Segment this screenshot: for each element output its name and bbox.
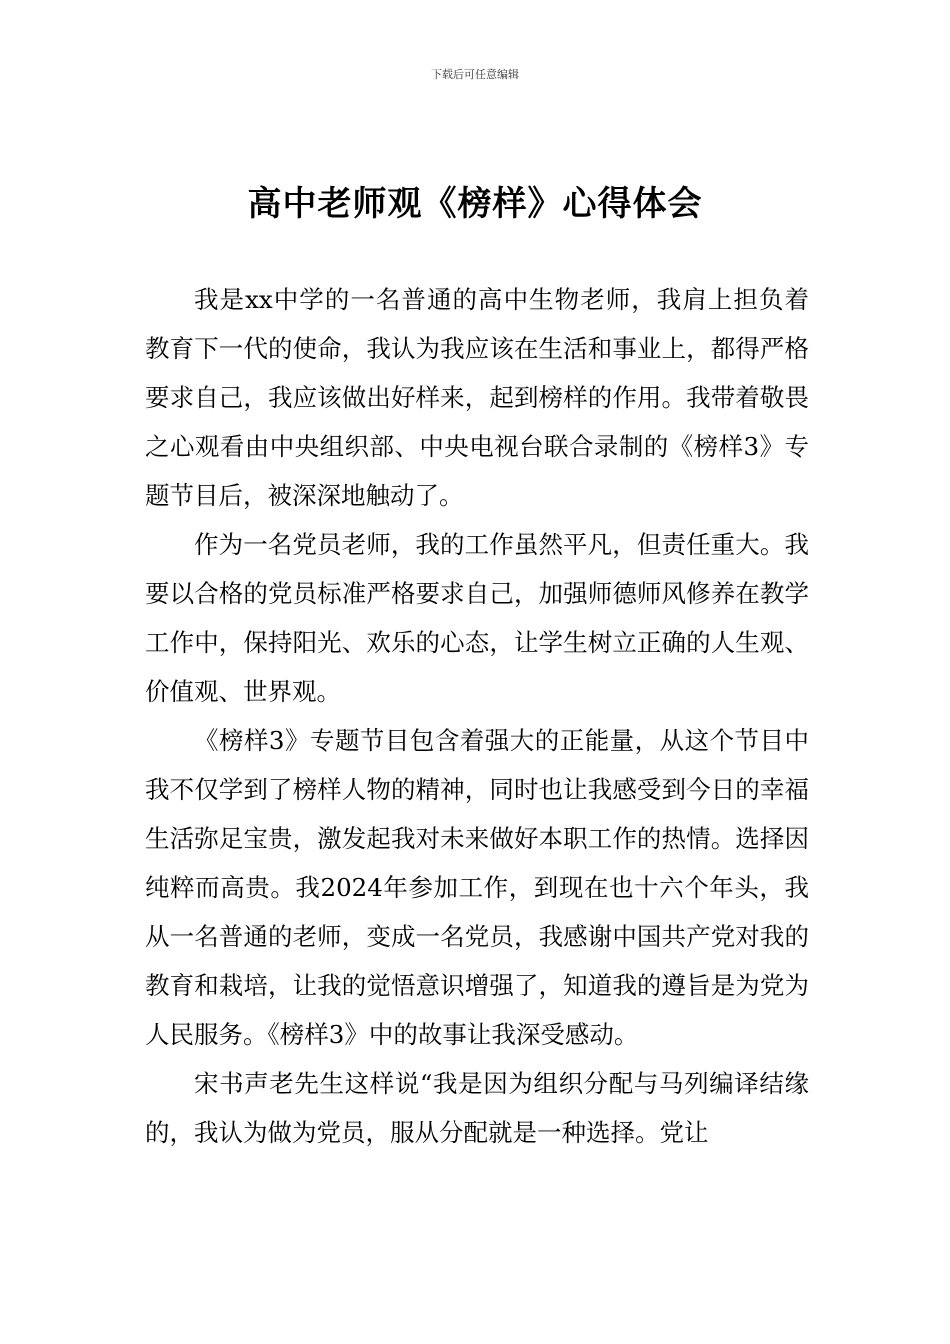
document-body — [145, 275, 809, 1157]
paragraph-3: 《榜样3》专题节目包含着强大的正能量，从这个节目中我不仅学到了榜样人物的精神，同时也让我感受到今日的幸福生活弥足宝贵，激发起我对未来做好本职工作的热情。选择因纯粹而高贵。我2024年参加工作，到现在也十六个年头，我从一名普通的老师，变成一名党员，我感谢中国共产党对我的教育和栽培，让我的觉悟意识增强了，知道我的遵旨是为党为人民服务。《榜样3》中的故事让我深受感动。 — [145, 726, 809, 1049]
paragraph-1: 我是xx中学的一名普通的高中生物老师，我肩上担负着教育下一代的使命，我认为我应该在生活和事业上，都得严格要求自己，我应该做出好样来，起到榜样的作用。我带着敬畏之心观看由中央组织部、中央电视台联合录制的《榜样3》专题节目后，被深深地触动了。 — [145, 285, 809, 510]
paragraph-2: 作为一名党员老师，我的工作虽然平凡，但责任重大。我要以合格的党员标准严格要求自己，加强师德师风修养在教学工作中，保持阳光、欢乐的心态，让学生树立正确的人生观、价值观、世界观。 — [145, 530, 809, 706]
paragraph-4: 宋书声老先生这样说“我是因为组织分配与马列编译结缘的，我认为做为党员，服从分配就是一种选择。党让 — [145, 1069, 809, 1147]
document-title: 高中老师观《榜样》心得体会 — [247, 184, 703, 224]
page-header-note: 下载后可任意编辑 — [431, 68, 519, 81]
